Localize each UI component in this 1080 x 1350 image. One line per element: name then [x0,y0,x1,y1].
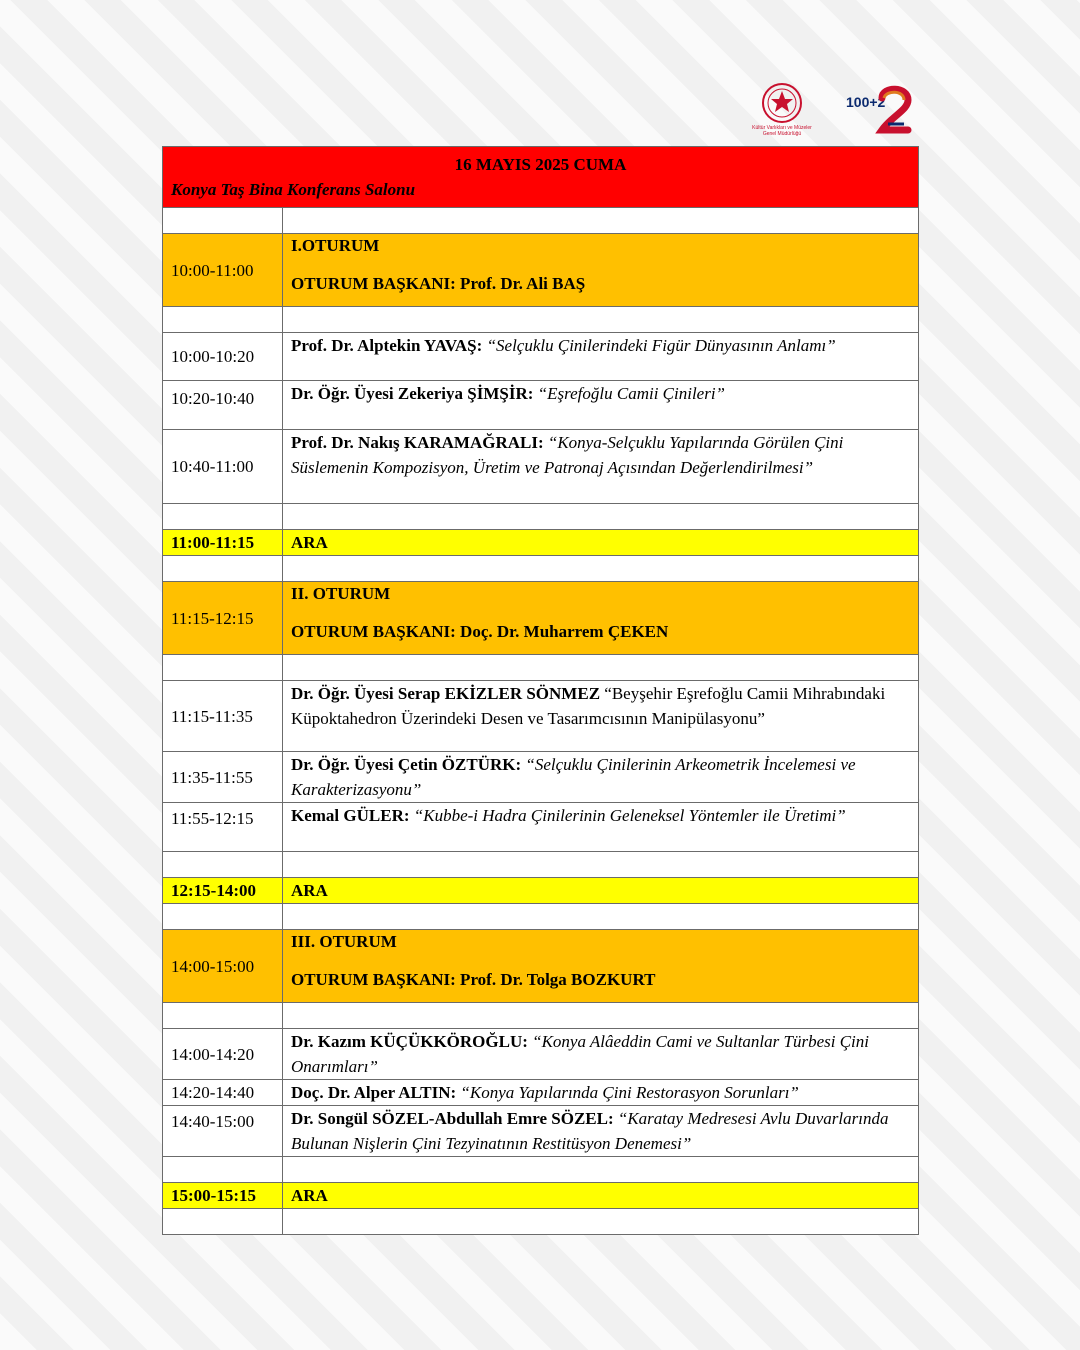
session-row [163,234,919,307]
session-row [163,582,919,655]
session-title: I.OTURUM [291,236,380,255]
session-row [163,930,919,1003]
talk-row [163,803,919,852]
session-title: III. OTURUM [291,932,397,951]
talk-title: “Selçuklu Çinilerinin Arkeometrik İncelemesi ve Karakterizasyonu” [291,755,856,799]
talk-title: “Selçuklu Çinilerindeki Figür Dünyasının Anlamı” [486,336,836,355]
talk-row [163,430,919,504]
talk-time: 11:55-12:15 [163,803,283,852]
anniversary-logo [844,84,914,144]
talk-info [283,1080,919,1106]
talk-row [163,1080,919,1106]
talk-title: “Karatay Medresesi Avlu Duvarlarında Bulunan Nişlerin Çini Tezyinatının Restitüsyon Denemesi” [291,1109,889,1153]
talk-row [163,752,919,803]
talk-info [283,803,919,852]
session-chair: OTURUM BAŞKANI: Prof. Dr. Ali BAŞ [291,274,586,293]
talk-time: 11:35-11:55 [163,752,283,803]
break-time: 11:00-11:15 [163,530,283,556]
talk-info [283,1106,919,1157]
talk-info [283,681,919,752]
talk-info [283,752,919,803]
talk-row [163,333,919,381]
talk-time: 14:00-14:20 [163,1029,283,1080]
ministry-logo [752,82,812,144]
spacer-row [163,904,919,930]
talk-speaker: Doç. Dr. Alper ALTIN: [291,1083,457,1102]
talk-speaker: Dr. Öğr. Üyesi Zekeriya ŞİMŞİR: [291,384,534,403]
spacer-row [163,307,919,333]
ministry-caption: Kültür Varlıkları ve Müzeler Genel Müdürlüğü [752,125,812,137]
break-label: ARA [283,878,919,904]
talk-speaker: Dr. Kazım KÜÇÜKKÖROĞLU: [291,1032,528,1051]
anniversary-emblem-icon [874,84,914,140]
talk-time: 11:15-11:35 [163,681,283,752]
talk-time: 10:40-11:00 [163,430,283,504]
break-row [163,878,919,904]
talk-time: 10:20-10:40 [163,381,283,430]
talk-row [163,1029,919,1080]
spacer-row [163,1209,919,1235]
talk-speaker: Dr. Songül SÖZEL-Abdullah Emre SÖZEL: [291,1109,614,1128]
talk-speaker: Prof. Dr. Alptekin YAVAŞ: [291,336,483,355]
spacer-row [163,1003,919,1029]
event-venue: Konya Taş Bina Konferans Salonu [171,180,416,199]
event-date: 16 MAYIS 2025 CUMA [454,155,627,174]
break-label: ARA [283,1183,919,1209]
talk-row [163,681,919,752]
talk-speaker: Kemal GÜLER: [291,806,410,825]
anniversary-number: 100+2 [846,94,886,110]
spacer-row [163,1157,919,1183]
session-time: 14:00-15:00 [163,930,283,1003]
talk-info [283,381,919,430]
session-title: II. OTURUM [291,584,391,603]
talk-title: “Konya Yapılarında Çini Restorasyon Sorunları” [460,1083,799,1102]
session-time: 11:15-12:15 [163,582,283,655]
spacer-row [163,852,919,878]
talk-time: 14:40-15:00 [163,1106,283,1157]
break-time: 15:00-15:15 [163,1183,283,1209]
talk-title: “Konya Alâeddin Cami ve Sultanlar Türbesi Çini Onarımları” [291,1032,870,1076]
session-info [283,930,919,1003]
talk-speaker: Dr. Öğr. Üyesi Serap EKİZLER SÖNMEZ [291,684,601,703]
talk-title: “Beyşehir Eşrefoğlu Camii Mihrabındaki Küpoktahedron Üzerindeki Desen ve Tasarımcısının Manipülasyonu” [291,684,886,728]
break-row [163,530,919,556]
session-chair: OTURUM BAŞKANI: Prof. Dr. Tolga BOZKURT [291,970,656,989]
break-time: 12:15-14:00 [163,878,283,904]
spacer-row [163,504,919,530]
session-chair: OTURUM BAŞKANI: Doç. Dr. Muharrem ÇEKEN [291,622,669,641]
spacer-row [163,556,919,582]
spacer-row [163,208,919,234]
talk-time: 14:20-14:40 [163,1080,283,1106]
talk-title: “Eşrefoğlu Camii Çinileri” [537,384,726,403]
talk-info [283,333,919,381]
table-header-cell [163,147,919,208]
table-header-row [163,147,919,208]
talk-title: “Konya-Selçuklu Yapılarında Görülen Çini Süslemenin Kompozisyon, Üretim ve Patronaj Açısından Değerlendirilmesi” [291,433,844,477]
spacer-row [163,655,919,681]
break-label: ARA [283,530,919,556]
talk-speaker: Prof. Dr. Nakış KARAMAĞRALI: [291,433,544,452]
talk-title: “Kubbe-i Hadra Çinilerinin Geleneksel Yöntemler ile Üretimi” [413,806,846,825]
session-time: 10:00-11:00 [163,234,283,307]
session-info [283,582,919,655]
talk-row [163,1106,919,1157]
program-table [162,146,919,1235]
talk-speaker: Dr. Öğr. Üyesi Çetin ÖZTÜRK: [291,755,522,774]
session-info [283,234,919,307]
break-row [163,1183,919,1209]
talk-time: 10:00-10:20 [163,333,283,381]
logo-area [752,82,922,146]
ministry-emblem-icon [761,82,803,124]
talk-info [283,1029,919,1080]
talk-row [163,381,919,430]
talk-info [283,430,919,504]
